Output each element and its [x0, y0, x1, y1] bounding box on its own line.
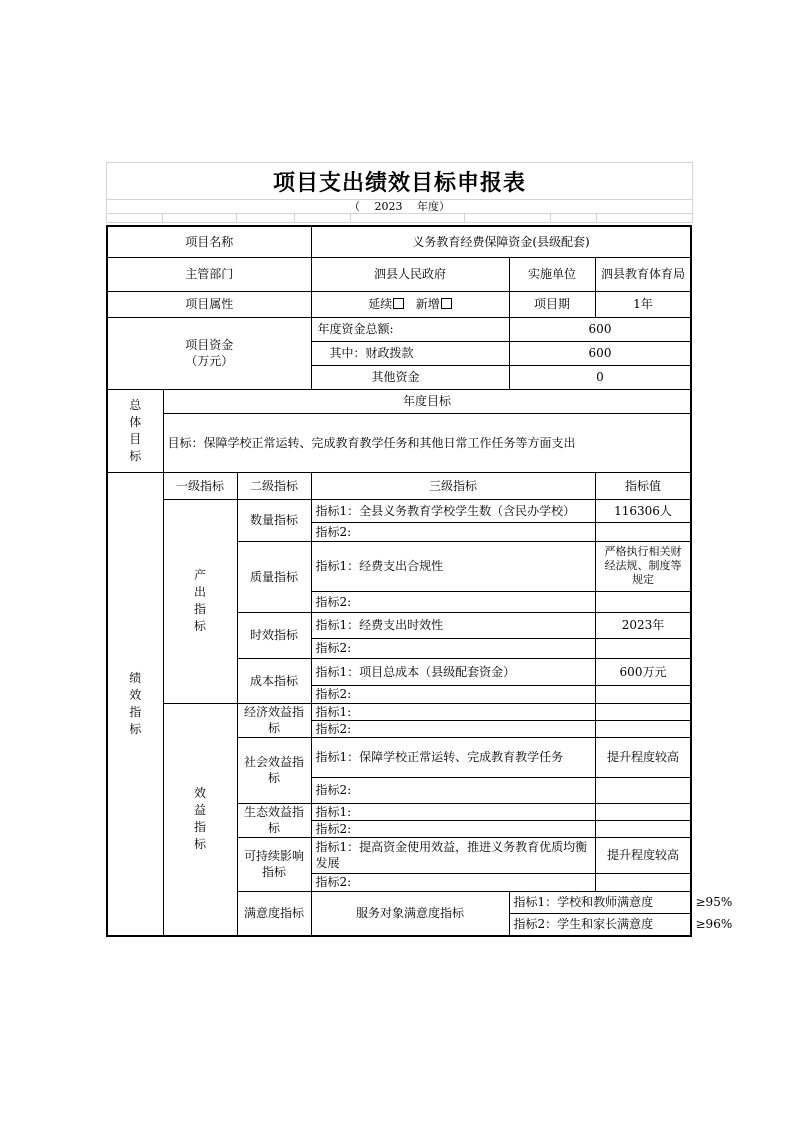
cost-val2: [595, 685, 691, 703]
goal-section-label: 总体目标: [107, 389, 163, 472]
header-level3: 三级指标: [311, 472, 595, 499]
quantity-ind1: 指标1：全县义务教育学校学生数（含民办学校）: [311, 499, 595, 522]
sustainable-label: 可持续影响指标: [237, 837, 311, 891]
economic-ind1: 指标1:: [311, 703, 595, 720]
dept-value: 泗县人民政府: [311, 257, 509, 291]
header-level2: 二级指标: [237, 472, 311, 499]
quantity-val2: [595, 522, 691, 541]
other-value: 0: [509, 365, 691, 389]
social-ind1: 指标1：保障学校正常运转、完成教育教学任务: [311, 737, 595, 777]
continue-checkbox[interactable]: [393, 298, 404, 309]
impl-value: 泗县教育体育局: [595, 257, 691, 291]
total-value: 600: [509, 317, 691, 341]
ecological-ind2: 指标2:: [311, 820, 595, 837]
quantity-val1: 116306人: [595, 499, 691, 522]
timeliness-ind1: 指标1：经费支出时效性: [311, 612, 595, 638]
social-val1: 提升程度较高: [595, 737, 691, 777]
economic-ind2: 指标2:: [311, 720, 595, 737]
attr-new-label: 新增: [415, 297, 440, 311]
timeliness-val1: 2023年: [595, 612, 691, 638]
header-level1: 一级指标: [163, 472, 237, 499]
satisfaction-label: 满意度指标: [237, 891, 311, 936]
project-name-value: 义务教育经费保障资金(县级配套): [311, 226, 691, 257]
attr-continue-label: 延续: [368, 297, 393, 311]
cost-ind1: 指标1：项目总成本（县级配套资金）: [311, 658, 595, 685]
quality-ind1: 指标1：经费支出合规性: [311, 541, 595, 591]
output-label: 产出指标: [163, 499, 237, 703]
social-label: 社会效益指标: [237, 737, 311, 803]
ecological-val1: [595, 803, 691, 820]
funds-unit: （万元）: [185, 354, 234, 368]
cost-ind2: 指标2:: [311, 685, 595, 703]
page-title: 项目支出绩效目标申报表: [107, 163, 693, 200]
quantity-label: 数量指标: [237, 499, 311, 541]
timeliness-label: 时效指标: [237, 612, 311, 658]
sustainable-ind1: 指标1：提高资金使用效益，推进义务教育优质均衡发展: [311, 837, 595, 873]
funds-label-text: 项目资金: [185, 338, 234, 352]
sustainable-val2: [595, 873, 691, 891]
goal-text: 目标：保障学校正常运转、完成教育教学任务和其他日常工作任务等方面支出: [163, 413, 691, 472]
period-label: 项目期: [509, 291, 595, 317]
quality-val2: [595, 591, 691, 612]
attr-value: [311, 291, 509, 317]
quality-ind2: 指标2:: [311, 591, 595, 612]
service-label: 服务对象满意度指标: [311, 891, 509, 936]
document: [106, 162, 733, 937]
quality-label: 质量指标: [237, 541, 311, 612]
period-value: 1年: [595, 291, 691, 317]
fiscal-value: 600: [509, 341, 691, 365]
ecological-val2: [595, 820, 691, 837]
year-line: （ 2023 年度）: [107, 200, 693, 214]
timeliness-ind2: 指标2:: [311, 638, 595, 658]
ecological-ind1: 指标1:: [311, 803, 595, 820]
header-value: 指标值: [595, 472, 691, 499]
social-ind2: 指标2:: [311, 777, 595, 803]
ecological-label: 生态效益指标: [237, 803, 311, 837]
funds-label: [107, 317, 311, 389]
social-val2: [595, 777, 691, 803]
dept-label: 主管部门: [107, 257, 311, 291]
quality-val1: 严格执行相关财经法规、制度等规定: [595, 541, 691, 591]
sustainable-val1: 提升程度较高: [595, 837, 691, 873]
attr-label: 项目属性: [107, 291, 311, 317]
performance-table: 项目名称 义务教育经费保障资金(县级配套) 主管部门 泗县人民政府 实施单位 泗县教育体育局 项目属性 延续 新增 项目期 1年 项目资金 （万元） 年度资金总额: 600 其中：财政拨款 600 其他资金 0 总体目标 年度目标 目标：保障学校正常运转、完成教育教学任务和其他日常工作任务等方面支出 绩效指标 一级指标 二级指标 三级指标 指标值 产出指标 数量指标 指标1：全县义务教育学校学生数（含民办学校） 116306人 指标2: 质量指标 指标1：经费支出合规性 严格执行相关财经法规、制度等规定 指标2: 时效指标 指标1：经费支出时效性 2023年 指标2: 成本指标 指标1：项目总成本（县级配套资金） 600万元 指标2: 效益指标 经济效益指标 指标1: 指标2: 社会效益指标 指标1：保障学校正常运转、完成教育教学任务 提升程度较高 指标2: 生态效益指标 指标1: 指标2: 可持续影响指标 指标1：提高资金使用效益，推进义务教育优质均衡发展 提升程度较高 指标2: 满意度指标 服务对象满意度指标 指标1：学校和教师满意度 ≥95% 指标2：学生和家长满意度 ≥96%: [106, 225, 692, 937]
total-label: 年度资金总额:: [311, 317, 509, 341]
timeliness-val2: [595, 638, 691, 658]
service-ind2: 指标2：学生和家长满意度: [509, 913, 691, 936]
indicator-section-label: 绩效指标: [107, 472, 163, 936]
header-table: [106, 162, 693, 223]
goal-header: 年度目标: [163, 389, 691, 413]
quantity-ind2: 指标2:: [311, 522, 595, 541]
cost-label: 成本指标: [237, 658, 311, 703]
impl-label: 实施单位: [509, 257, 595, 291]
economic-val2: [595, 720, 691, 737]
benefit-label: 效益指标: [163, 703, 237, 936]
sustainable-ind2: 指标2:: [311, 873, 595, 891]
service-ind1: 指标1：学校和教师满意度: [509, 891, 691, 913]
cost-val1: 600万元: [595, 658, 691, 685]
project-name-label: 项目名称: [107, 226, 311, 257]
other-label: 其他资金: [311, 365, 509, 389]
economic-label: 经济效益指标: [237, 703, 311, 737]
new-checkbox[interactable]: [441, 298, 452, 309]
economic-val1: [595, 703, 691, 720]
fiscal-label: 其中：财政拨款: [311, 341, 509, 365]
